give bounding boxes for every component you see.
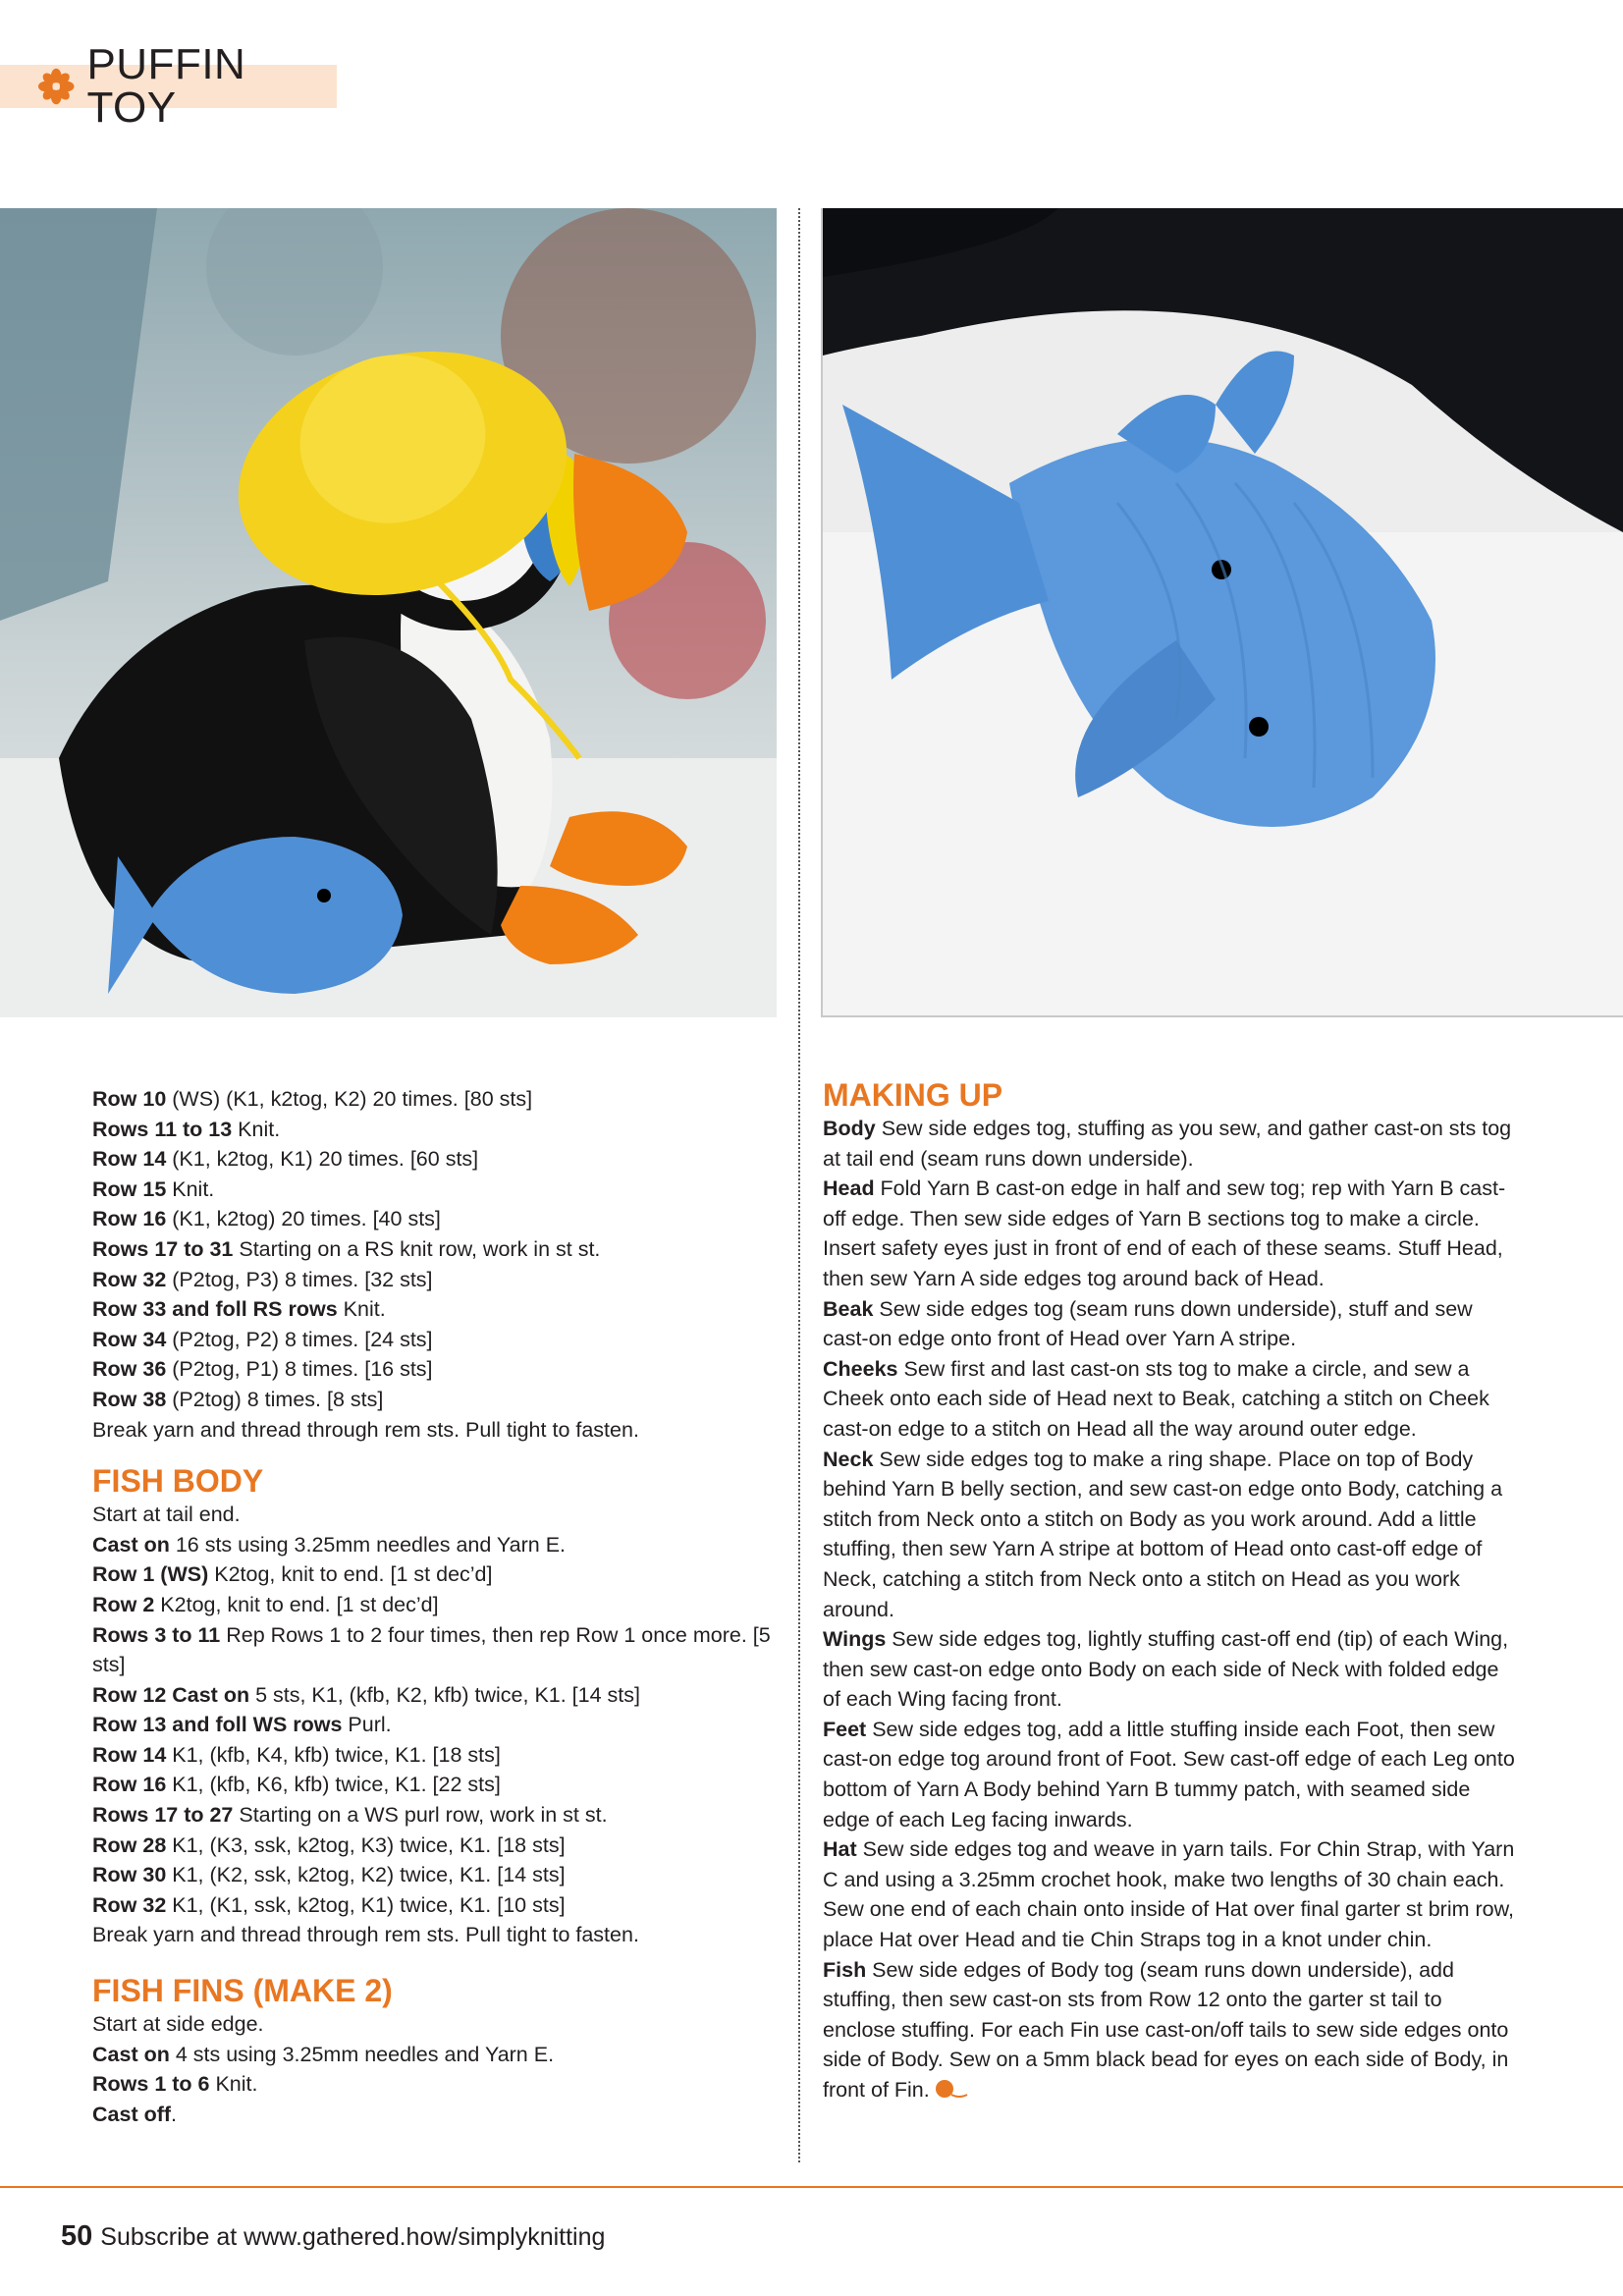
making-up-item <box>823 1174 1520 1293</box>
instruction-row-text: Knit. <box>209 2072 258 2097</box>
instruction-row-text: Start at side edge. <box>92 2012 264 2037</box>
making-up-item-label: Beak <box>823 1296 874 1321</box>
making-up-item-text: Sew side edges of Body tog (seam runs down underside), add stuffing, then sew cast-on sts from Row 12 onto the garter st tail to enclose stuffing. For each Fin use cast-on/off tails to sew side edges onto side of Body. Sew on a 5mm black bead for eyes on each side of Body, in front of Fin. <box>823 1957 1509 2102</box>
instruction-row-text: (P2tog) 8 times. [8 sts] <box>166 1387 384 1411</box>
instruction-row <box>92 1590 780 1620</box>
instruction-row-label: Row 16 <box>92 1773 167 1797</box>
instruction-row-label: Row 38 <box>92 1387 167 1411</box>
instruction-row-text: K1, (kfb, K6, kfb) twice, K1. [22 sts] <box>166 1773 501 1797</box>
making-up-item-label: Head <box>823 1176 875 1201</box>
instruction-row-text: Rep Rows 1 to 2 four times, then rep Row 1 once more. [5 sts] <box>92 1622 771 1677</box>
fish-fins-heading: FISH FINS (MAKE 2) <box>92 1973 393 2009</box>
instruction-row <box>92 1500 780 1530</box>
instruction-row-text: Knit. <box>337 1297 386 1322</box>
making-up-item-label: Hat <box>823 1837 857 1862</box>
instruction-row <box>92 1115 780 1145</box>
making-up-item <box>823 1114 1520 1174</box>
footer-rule <box>0 2186 1623 2188</box>
instruction-row-text: Break yarn and thread through rem sts. Pull tight to fasten. <box>92 1417 639 1442</box>
instruction-row-label: Row 14 <box>92 1147 167 1172</box>
instruction-row <box>92 2009 780 2040</box>
instruction-row-text: . <box>171 2102 178 2126</box>
instruction-row <box>92 1831 780 1861</box>
making-up-item-label: Wings <box>823 1627 887 1652</box>
instruction-row-text: Starting on a WS purl row, work in st st. <box>233 1803 608 1828</box>
right-text-column <box>823 1076 1520 2105</box>
instruction-row-label: Rows 17 to 31 <box>92 1236 234 1261</box>
puffin-photo <box>0 208 777 1017</box>
instruction-row-text: (WS) (K1, k2tog, K2) 20 times. [80 sts] <box>166 1087 533 1111</box>
instruction-row <box>92 1175 780 1205</box>
instruction-row-label: Row 32 <box>92 1892 167 1917</box>
making-up-item-label: Body <box>823 1117 876 1140</box>
instruction-row-text: 4 sts using 3.25mm needles and Yarn E. <box>169 2042 555 2066</box>
instruction-row <box>92 1740 780 1771</box>
making-up-item-label: Neck <box>823 1447 874 1471</box>
instruction-row-label: Row 14 <box>92 1742 167 1767</box>
instruction-row-label: Row 12 Cast on <box>92 1682 250 1707</box>
instruction-row <box>92 1144 780 1175</box>
page-title: PUFFIN TOY <box>86 40 246 132</box>
making-up-item <box>823 1624 1520 1715</box>
making-up-item-text: Sew first and last cast-on sts tog to make a circle, and sew a Cheek onto each side of Head next to Beak, catching a stitch on Cheek cast-on edge to a stitch on Head all the way around outer edge. <box>823 1356 1489 1441</box>
instruction-row <box>92 1385 780 1415</box>
instruction-row-text: 16 sts using 3.25mm needles and Yarn E. <box>169 1532 567 1557</box>
instruction-row-text: K2tog, knit to end. [1 st dec’d] <box>154 1592 439 1616</box>
instruction-row-label: Rows 1 to 6 <box>92 2072 210 2097</box>
instruction-row-label: Row 30 <box>92 1863 167 1887</box>
instruction-row <box>92 1354 780 1385</box>
making-up-item-text: Sew side edges tog, lightly stuffing cast-off end (tip) of each Wing, then sew cast-on edge onto Body on each side of Neck with folded edge of each Wing facing front. <box>823 1627 1509 1712</box>
fish-body-heading: FISH BODY <box>92 1463 264 1500</box>
fish-body-list <box>92 1500 780 1950</box>
instruction-row <box>92 1710 780 1740</box>
instruction-row-text: Start at tail end. <box>92 1503 241 1527</box>
section-header <box>0 40 337 132</box>
instruction-row-text: (P2tog, P1) 8 times. [16 sts] <box>166 1357 433 1382</box>
instruction-row <box>92 1530 780 1560</box>
yarn-ball-icon <box>934 2078 969 2100</box>
instruction-row <box>92 1860 780 1890</box>
instruction-row-label: Rows 17 to 27 <box>92 1803 234 1828</box>
instruction-row-text: K1, (K1, ssk, k2tog, K1) twice, K1. [10 sts] <box>166 1892 566 1917</box>
instruction-row <box>92 1415 780 1446</box>
instruction-row-text: (K1, k2tog) 20 times. [40 sts] <box>166 1207 441 1231</box>
instruction-row-text: Starting on a RS knit row, work in st st. <box>233 1236 601 1261</box>
instruction-row-text: K1, (K3, ssk, k2tog, K3) twice, K1. [18 sts] <box>166 1832 566 1857</box>
instruction-row-label: Cast on <box>92 2042 170 2066</box>
instruction-row-text: 5 sts, K1, (kfb, K2, kfb) twice, K1. [14 sts] <box>249 1682 640 1707</box>
instruction-row-label: Cast on <box>92 1532 170 1557</box>
instruction-row <box>92 1084 780 1115</box>
instruction-row-text: Purl. <box>342 1713 392 1737</box>
instruction-row-label: Rows 3 to 11 <box>92 1622 221 1647</box>
instruction-row-label: Row 36 <box>92 1357 167 1382</box>
footer <box>61 2221 605 2252</box>
instruction-row-text: (P2tog, P3) 8 times. [32 sts] <box>166 1267 433 1291</box>
instruction-row-label: Row 13 and foll WS rows <box>92 1713 343 1737</box>
making-up-item-label: Feet <box>823 1717 867 1741</box>
making-up-heading: MAKING UP <box>823 1077 1003 1113</box>
instruction-row-text: Break yarn and thread through rem sts. Pull tight to fasten. <box>92 1923 639 1947</box>
instruction-row-text: Knit. <box>232 1117 281 1141</box>
instruction-row-label: Row 34 <box>92 1327 167 1351</box>
making-up-item <box>823 1354 1520 1445</box>
instruction-row <box>92 1920 780 1950</box>
instruction-row-label: Row 2 <box>92 1592 155 1616</box>
instruction-row <box>92 1204 780 1234</box>
subscribe-text: Subscribe at www.gathered.how/simplyknitting <box>100 2223 606 2251</box>
left-text-column <box>92 1084 780 2129</box>
instruction-row-label: Row 32 <box>92 1267 167 1291</box>
column-divider <box>798 208 800 2162</box>
instruction-row-text: (P2tog, P2) 8 times. [24 sts] <box>166 1327 433 1351</box>
instruction-row <box>92 2100 780 2130</box>
instruction-row-label: Rows 11 to 13 <box>92 1117 233 1141</box>
instruction-row-text: K1, (K2, ssk, k2tog, K2) twice, K1. [14 sts] <box>166 1863 566 1887</box>
instruction-row <box>92 2069 780 2100</box>
instruction-row <box>92 1800 780 1831</box>
instruction-row-label: Row 28 <box>92 1832 167 1857</box>
making-up-item <box>823 1294 1520 1354</box>
instruction-row <box>92 1680 780 1711</box>
flower-icon <box>37 67 75 106</box>
fish-photo <box>821 208 1623 1017</box>
making-up-item-text: Sew side edges tog and weave in yarn tails. For Chin Strap, with Yarn C and using a 3.25mm crochet hook, make two lengths of 30 chain each. Sew one end of each chain onto inside of Hat over final garter st brim row, place Hat over Head and tie Chin Straps tog in a knot under chin. <box>823 1837 1515 1952</box>
instruction-row <box>92 2040 780 2070</box>
instruction-row <box>92 1234 780 1265</box>
making-up-item-text: Fold Yarn B cast-on edge in half and sew tog; rep with Yarn B cast-off edge. Then sew side edges of Yarn B sections tog to make a circle. Insert safety eyes just in front of end of each of these seams. Stuff Head, then sew Yarn A side edges tog around back of Head. <box>823 1176 1506 1290</box>
instruction-row <box>92 1294 780 1325</box>
instruction-row <box>92 1770 780 1800</box>
instruction-row-label: Row 10 <box>92 1087 167 1111</box>
making-up-item <box>823 1445 1520 1625</box>
instruction-row-label: Row 1 (WS) <box>92 1562 209 1587</box>
instruction-row <box>92 1325 780 1355</box>
making-up-item-text: Sew side edges tog to make a ring shape. Place on top of Body behind Yarn B belly section, and sew cast-on edge onto Body, catching a stitch from Neck onto a stitch on Body as you work around. Add a little stuffing, then sew Yarn A stripe at bottom of Head onto cast-off edge of Neck, catching a stitch from Neck onto a stitch on Head as you work around. <box>823 1447 1503 1621</box>
making-up-list <box>823 1114 1520 2105</box>
instruction-row <box>92 1890 780 1921</box>
page-number: 50 <box>61 2220 93 2252</box>
making-up-item-text: Sew side edges tog, stuffing as you sew, and gather cast-on sts tog at tail end (seam runs down underside). <box>823 1117 1512 1171</box>
instruction-row-label: Cast off <box>92 2102 172 2126</box>
instruction-row-text: K1, (kfb, K4, kfb) twice, K1. [18 sts] <box>166 1742 501 1767</box>
making-up-item-text: Sew side edges tog, add a little stuffing inside each Foot, then sew cast-on edge tog around front of Foot. Sew cast-off edge of each Leg onto bottom of Yarn A Body behind Yarn B tummy patch, with seamed side edge of each Leg facing inwards. <box>823 1717 1515 1831</box>
instruction-row <box>92 1559 780 1590</box>
instruction-row-label: Row 15 <box>92 1176 167 1201</box>
making-up-item <box>823 1955 1520 2105</box>
making-up-item <box>823 1715 1520 1834</box>
instruction-row-text: (K1, k2tog, K1) 20 times. [60 sts] <box>166 1147 479 1172</box>
instruction-row-text: K2tog, knit to end. [1 st dec’d] <box>208 1562 493 1587</box>
instruction-row-label: Row 33 and foll RS rows <box>92 1297 338 1322</box>
making-up-item <box>823 1834 1520 1954</box>
making-up-item-text: Sew side edges tog (seam runs down underside), stuff and sew cast-on edge onto front of Head over Yarn A stripe. <box>823 1296 1473 1351</box>
puffin-rows-list <box>92 1084 780 1445</box>
instruction-row <box>92 1265 780 1295</box>
fish-fins-list <box>92 2009 780 2129</box>
instruction-row-text: Knit. <box>166 1176 215 1201</box>
instruction-row <box>92 1620 780 1680</box>
instruction-row-label: Row 16 <box>92 1207 167 1231</box>
making-up-item-label: Cheeks <box>823 1356 898 1381</box>
making-up-item-label: Fish <box>823 1957 867 1982</box>
